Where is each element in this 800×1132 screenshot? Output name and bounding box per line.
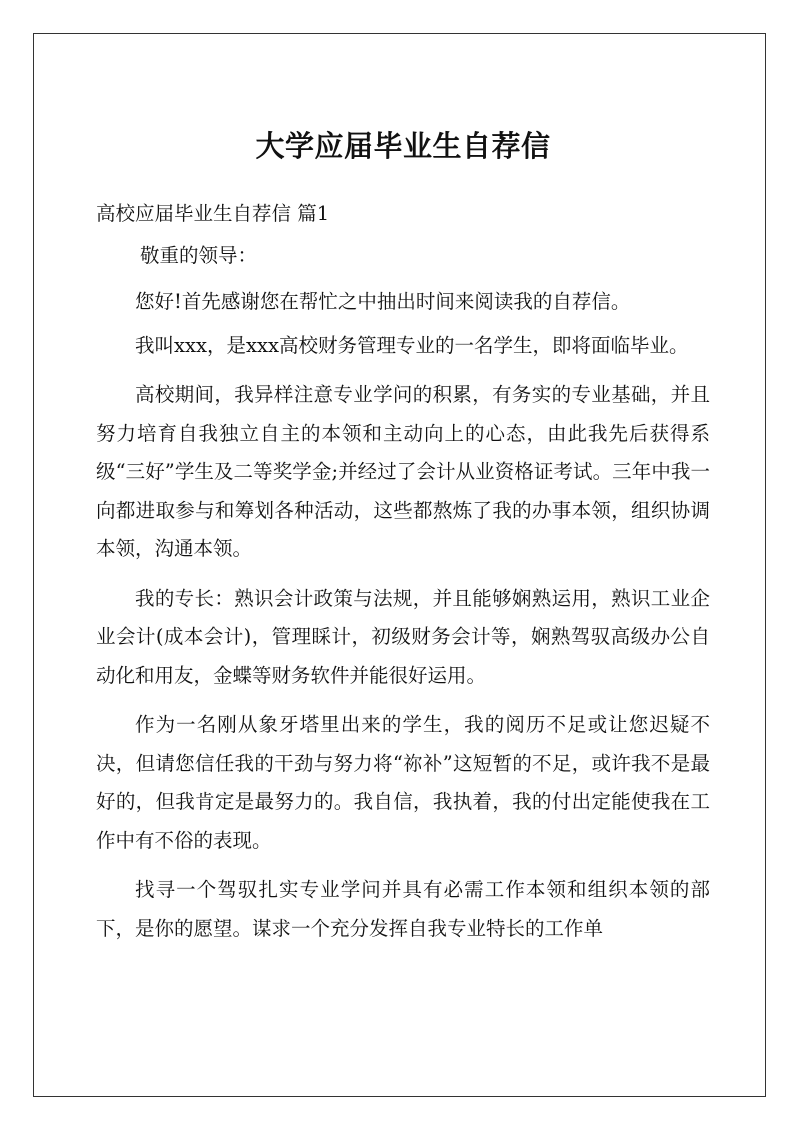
paragraph-university-experience: 高校期间，我异样注意专业学问的积累，有务实的专业基础，并且努力培育自我独立自主的本领和主动向上的心态，由此我先后获得系级“三好”学生及二等奖学金;并经过了会计从业资格证考试。三年中我一向都进取参与和筹划各种活动，这些都熬炼了我的办事本领，组织协调本领，沟通本领。 — [96, 383, 710, 560]
paragraph-skills: 我的专长：熟识会计政策与法规，并且能够娴熟运用，熟识工业企业会计(成本会计)，管理睬计，初级财务会计等，娴熟驾驭高级办公自动化和用友，金蝶等财务软件并能很好运用。 — [96, 586, 710, 687]
paragraph-introduction: 我叫xxx，是xxx高校财务管理专业的一名学生，即将面临毕业。 — [135, 333, 689, 357]
section-heading: 高校应届毕业生自荐信 篇1 — [96, 202, 330, 225]
paragraph-greeting: 您好!首先感谢您在帮忙之中抽出时间来阅读我的自荐信。 — [135, 290, 631, 313]
paragraph-aspiration: 找寻一个驾驭扎实专业学问并具有必需工作本领和组织本领的部下，是你的愿望。谋求一个充分发挥自我专业特长的工作单 — [96, 878, 710, 940]
paragraph-commitment: 作为一名刚从象牙塔里出来的学生，我的阅历不足或让您迟疑不决，但请您信任我的干劲与努力将“祢补”这短暂的不足，或许我不是最好的，但我肯定是最努力的。我自信，我执着，我的付出定能使我在工作中有不俗的表现。 — [96, 713, 710, 852]
letter-body — [96, 283, 710, 959]
salutation: 敬重的领导： — [140, 244, 258, 267]
document-title: 大学应届毕业生自荐信 — [255, 129, 551, 163]
